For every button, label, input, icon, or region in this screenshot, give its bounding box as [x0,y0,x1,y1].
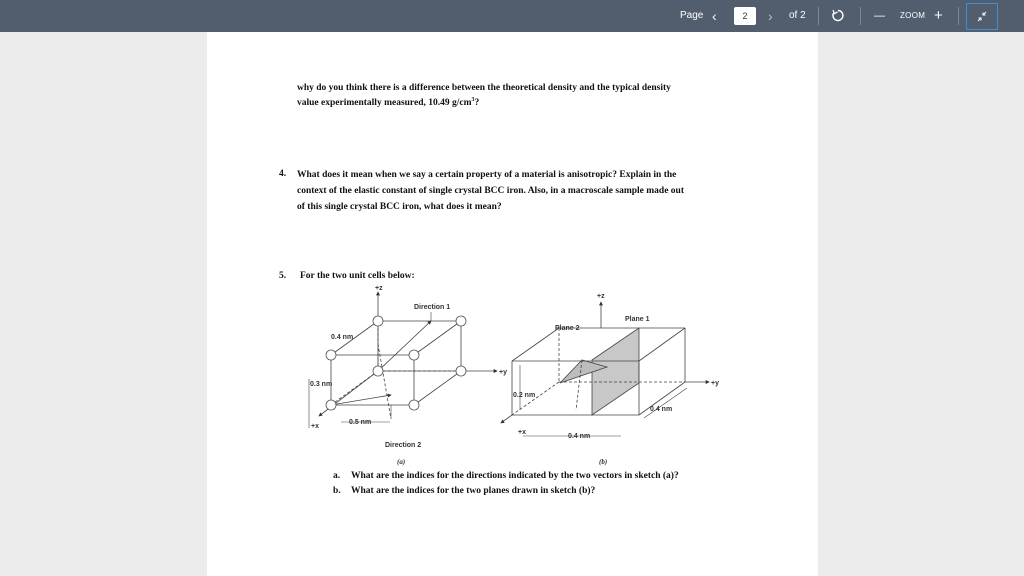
sub-b-letter: b. [333,486,341,496]
question-4-text [297,167,767,215]
collapse-icon [967,4,997,29]
toolbar-divider [958,7,959,25]
intro-line-2-end: ? [474,98,480,108]
b-dim-04-right [644,388,687,418]
b-label-04nm-right: 0.4 nm [650,406,673,413]
q4-line-1: What does it mean when we say a certain property of a material is anisotropic? Explain in the [297,170,677,180]
a-label-x: +x [311,423,319,430]
previous-page-icon[interactable]: ‹ [712,8,717,24]
b-caption: (b) [599,458,608,466]
collapse-button[interactable] [966,3,998,30]
intro-superscript: 3 [471,96,475,103]
b-x-axis [501,415,512,423]
total-pages: of 2 [789,10,806,21]
a-edge [414,321,461,355]
b-edge [639,328,685,361]
unit-cells-figure [287,280,727,470]
question-5-number: 5. [279,271,287,281]
zoom-in-button[interactable]: + [934,7,943,24]
sub-questions [333,469,793,499]
a-label-05nm: 0.5 nm [349,419,372,426]
intro-paragraph [297,81,767,111]
b-label-02nm: 0.2 nm [513,392,536,399]
question-4-number: 4. [279,169,287,179]
a-label-y: +y [499,369,507,376]
b-plane-1 [592,328,639,415]
rotate-icon-graphic [831,0,845,32]
intro-line-2 [297,96,767,111]
zoom-out-button[interactable]: — [874,10,885,22]
b-label-04nm-bottom: 0.4 nm [568,433,591,440]
intro-line-2-text: value experimentally measured, 10.49 g/cm [297,98,472,108]
page-label: Page [680,10,704,21]
rotate-icon[interactable] [831,0,845,32]
q4-line-3: of this single crystal BCC iron, what does it mean? [297,202,502,212]
b-label-y: +y [711,380,719,387]
document-page [207,32,818,576]
a-direction-1-vector [378,321,431,371]
toolbar-divider [860,7,861,25]
b-label-plane-1: Plane 1 [625,316,650,323]
toolbar-divider [818,7,819,25]
sub-question-a [333,469,793,484]
question-5-text: For the two unit cells below: [300,271,415,281]
a-label-direction-1: Direction 1 [414,304,451,311]
sketch-a-labels [310,285,507,466]
a-label-04nm: 0.4 nm [331,334,354,341]
q4-line-2: context of the elastic constant of single crystal BCC iron. Also, in a macroscale sample made out [297,186,684,196]
pdf-toolbar [0,0,1024,32]
a-label-03nm: 0.3 nm [310,381,333,388]
a-atoms [326,316,466,410]
b-edge [512,328,559,361]
sub-question-b [333,484,793,499]
sketch-b [501,302,709,436]
intro-line-1: why do you think there is a difference between the theoretical density and the typical density [297,83,671,93]
a-caption: (a) [397,458,406,466]
sketch-a [309,292,497,428]
b-label-plane-2: Plane 2 [555,325,580,332]
b-label-z: +z [597,293,605,300]
page-number-input[interactable]: 2 [734,7,756,25]
sub-a-letter: a. [333,471,341,481]
a-label-z: +z [375,285,383,292]
next-page-icon[interactable]: › [768,8,773,24]
a-label-direction-2: Direction 2 [385,442,422,449]
sub-a-text: What are the indices for the directions indicated by the two vectors in sketch (a)? [351,471,679,481]
a-edge [414,371,461,405]
b-label-x: +x [518,429,526,436]
sub-b-text: What are the indices for the two planes drawn in sketch (b)? [351,486,596,496]
zoom-label: ZOOM [900,11,926,20]
